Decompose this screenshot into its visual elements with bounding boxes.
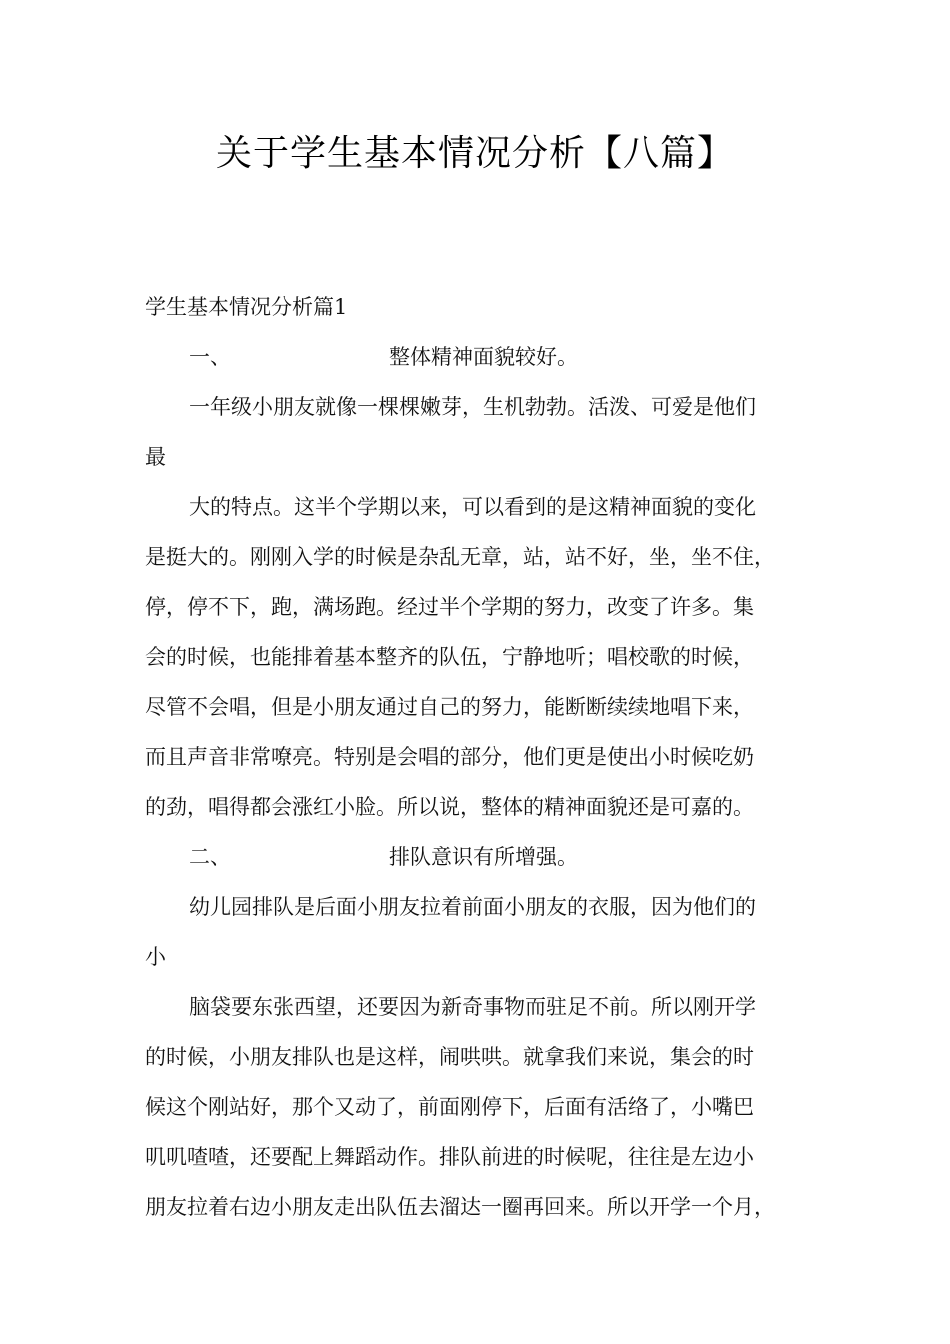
document-body: [145, 282, 825, 1232]
paragraph-line: 一年级小朋友就像一棵棵嫩芽，生机勃勃。活泼、可爱是他们: [189, 395, 756, 419]
paragraph-line: 的时候，小朋友排队也是这样，闹哄哄。就拿我们来说，集会的时: [145, 1045, 754, 1069]
paragraph-line: 小: [145, 945, 166, 969]
paragraph-line: 是挺大的。刚刚入学的时候是杂乱无章，站，站不好，坐，坐不住，: [145, 545, 775, 569]
paragraph-line: 停，停不下，跑，满场跑。经过半个学期的努力，改变了许多。集: [145, 595, 754, 619]
paragraph-line: 最: [145, 445, 166, 469]
paragraph-line: 叽叽喳喳，还要配上舞蹈动作。排队前进的时候呢，往往是左边小: [145, 1145, 754, 1169]
paragraph-line: 尽管不会唱，但是小朋友通过自己的努力，能断断续续地唱下来，: [145, 695, 754, 719]
paragraph-line: 候这个刚站好，那个又动了，前面刚停下，后面有活络了，小嘴巴: [145, 1095, 754, 1119]
heading-1-text: 整体精神面貌较好。: [389, 345, 578, 369]
heading-1: [145, 332, 825, 382]
document-title: 关于学生基本情况分析【八篇】: [215, 133, 734, 174]
paragraph-line: 而且声音非常嘹亮。特别是会唱的部分，他们更是使出小时候吃奶: [145, 745, 754, 769]
heading-2-number: 二、: [189, 845, 231, 869]
section-title: 学生基本情况分析篇1: [145, 295, 348, 319]
paragraph-line: 的劲，唱得都会涨红小脸。所以说，整体的精神面貌还是可嘉的。: [145, 795, 754, 819]
paragraph-line: 朋友拉着右边小朋友走出队伍去溜达一圈再回来。所以开学一个月，: [145, 1195, 775, 1219]
heading-1-number: 一、: [189, 345, 231, 369]
paragraph-line: 会的时候，也能排着基本整齐的队伍，宁静地听；唱校歌的时候，: [145, 645, 754, 669]
paragraph-line: 大的特点。这半个学期以来，可以看到的是这精神面貌的变化: [189, 495, 756, 519]
paragraph-line: 幼儿园排队是后面小朋友拉着前面小朋友的衣服，因为他们的: [189, 895, 756, 919]
heading-2-text: 排队意识有所增强。: [389, 845, 578, 869]
paragraph-line: 脑袋要东张西望，还要因为新奇事物而驻足不前。所以刚开学: [189, 995, 756, 1019]
heading-2: [145, 832, 825, 882]
